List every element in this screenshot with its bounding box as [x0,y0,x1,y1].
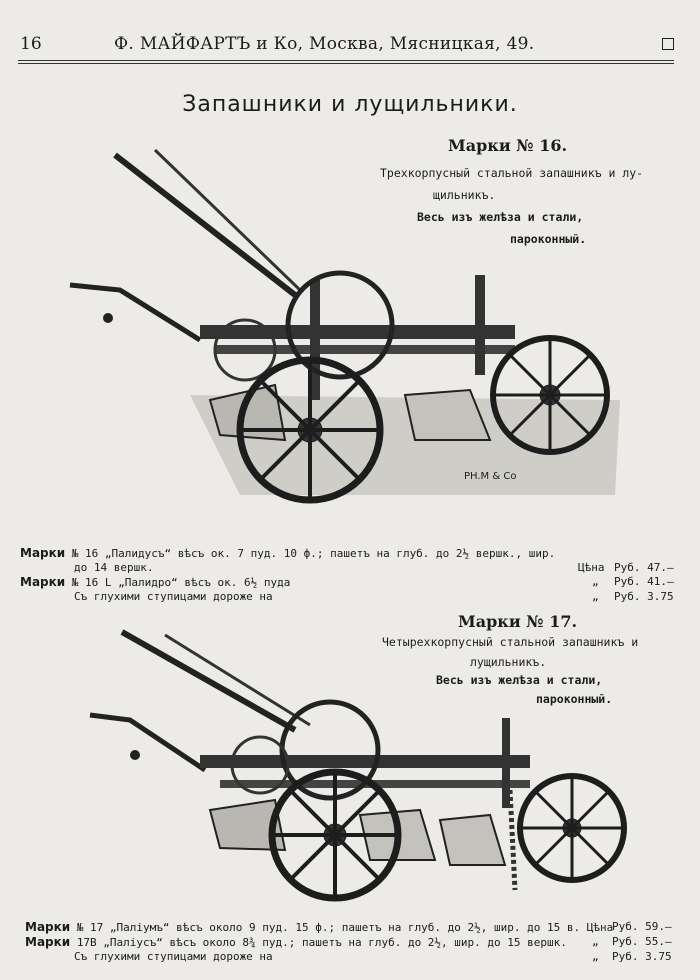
plough-16-illustration [60,140,630,515]
ditto-mark: „ [592,950,599,963]
model17-spec-line3: Съ глухими ступицами дороже на [74,950,273,963]
spec-text: № 16 „Палидусъ“ вѣсъ ок. 7 пуд. 10 ф.; пашетъ на глуб. до 2½ вершк., шир. [71,547,556,560]
page-number: 16 [20,34,42,54]
publisher-header: Ф. МАЙФАРТЪ и Ко, Москва, Мясницкая, 49. [114,34,535,54]
header-rule-double [18,63,674,64]
header-rule [18,60,674,61]
model17-price1: Руб. 59.— [612,920,672,933]
spec-label: Марки [20,575,66,589]
model16-spec-line3: Съ глухими ступицами дороже на [74,590,273,603]
model16-price-label: Цѣна [578,561,605,574]
model17-spec-line2 [25,935,567,949]
spec-text: № 16 L „Палидро“ вѣсъ ок. 6½ пуда [71,576,291,589]
model17-heading: Марки № 17. [458,612,578,631]
plough-17-illustration [80,620,640,920]
model17-spec-line1 [25,920,613,934]
spec-label: Марки [25,935,71,949]
model16-heading: Марки № 16. [448,136,568,155]
spec-text: 17В „Палiусъ“ вѣсъ около 8¾ пуд.; пашетъ на глуб. до 2½, шир. до 15 вершк. [76,936,567,949]
model16-spec-line1 [20,546,555,560]
model16-price3: Руб. 3.75 [614,590,674,603]
model17-desc-line2: лущильникъ. [470,655,547,669]
model16-desc-line4: пароконный. [510,232,587,246]
model16-spec-line2 [20,575,290,589]
model17-price3: Руб. 3.75 [612,950,672,963]
maker-mark: PH.M & Co [464,471,517,482]
model16-price1: Руб. 47.— [614,561,674,574]
header-box-glyph [662,38,674,50]
model16-desc-line3: Весь изъ желѣза и стали, [417,210,584,224]
ditto-mark: „ [592,935,599,948]
model17-desc-line4: пароконный. [536,692,613,706]
model16-desc-line1: Трехкорпусный стальной запашникъ и лу- [380,166,644,180]
spec-label: Марки [20,546,66,560]
section-title: Запашники и лущильники. [182,92,518,117]
model16-spec-line1-cont: до 14 вершк. [74,561,154,574]
model17-desc-line3: Весь изъ желѣза и стали, [436,673,603,687]
spec-text: № 17 „Палiумъ“ вѣсъ около 9 пуд. 15 ф.; пашетъ на глуб. до 2½, шир. до 15 в. Цѣна [76,921,614,934]
model16-price2: Руб. 41.— [614,575,674,588]
model17-desc-line1: Четырехкорпусный стальной запашникъ и [382,635,639,649]
ditto-mark: „ [592,575,599,588]
model17-price2: Руб. 55.— [612,935,672,948]
ditto-mark: „ [592,590,599,603]
spec-label: Марки [25,920,71,934]
model16-desc-line2: щильникъ. [433,188,496,202]
